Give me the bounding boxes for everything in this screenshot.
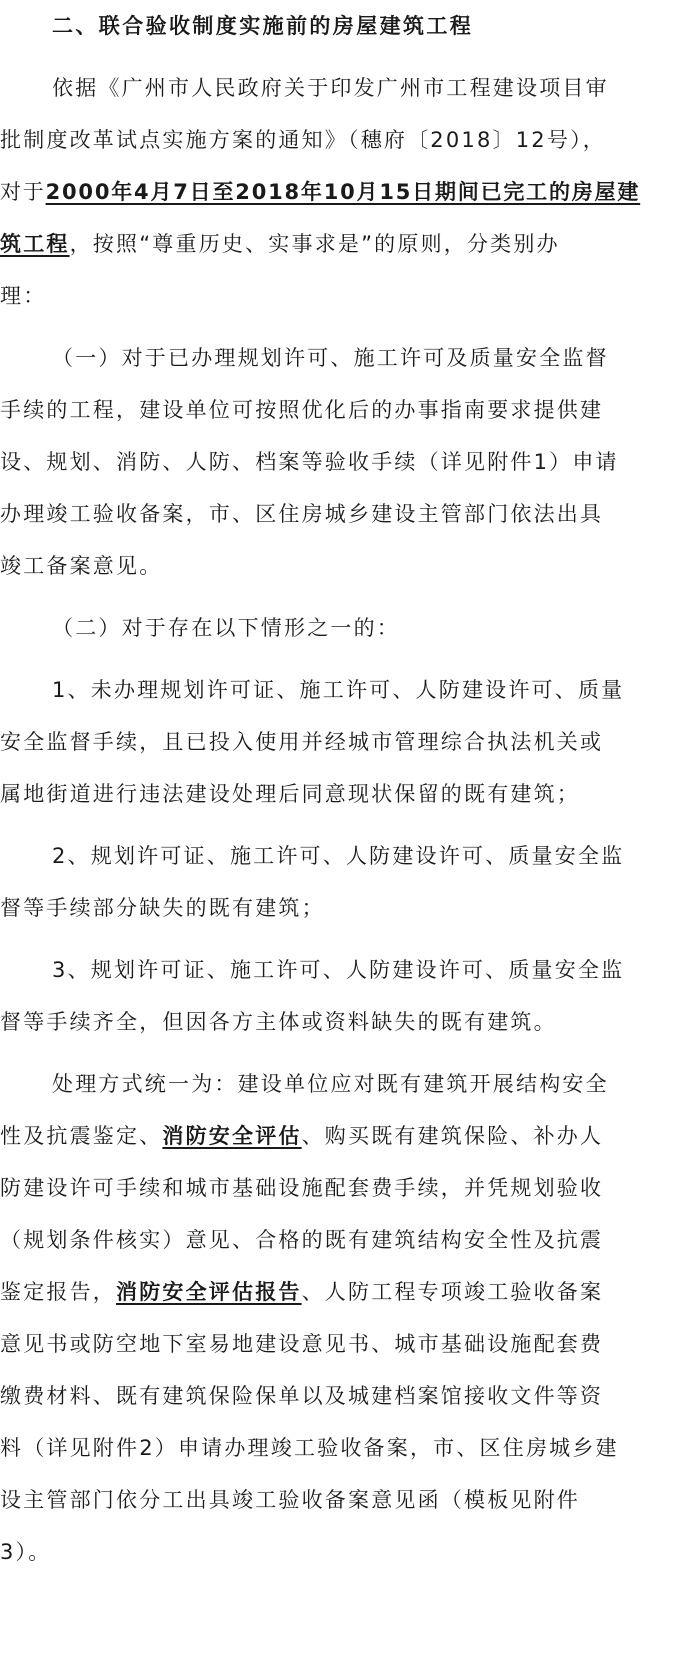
period-emphasis: 2000年4月7日至2018年10月15日期间已完工的房屋建: [45, 180, 641, 204]
para4-line5-suffix: 、人防工程专项竣工验收备案: [301, 1280, 604, 1304]
fire-safety-report-emphasis: 消防安全评估报告: [116, 1280, 302, 1304]
para1-line1: 依据《广州市人民政府关于印发广州市工程建设项目审: [52, 76, 609, 100]
para1-line2: 批制度改革试点实施方案的通知》（穗府〔2018〕12号），: [0, 128, 606, 152]
para1-line4: [0, 230, 640, 258]
para2-line3: 设、规划、消防、人防、档案等验收手续（详见附件1）申请: [0, 450, 619, 474]
para2-line1: （一）对于已办理规划许可、施工许可及质量安全监督: [52, 346, 609, 370]
para1-line4-suffix: ，按照“尊重历史、实事求是”的原则，分类别办: [69, 232, 560, 256]
para2-line4: 办理竣工验收备案，市、区住房城乡建设主管部门依法出具: [0, 502, 604, 526]
para4-line7: 缴费材料、既有建筑保险保单以及城建档案馆接收文件等资: [0, 1384, 604, 1408]
fire-safety-assessment-emphasis: 消防安全评估: [162, 1124, 302, 1148]
para3-line1: （二）对于存在以下情形之一的：: [52, 616, 400, 640]
item2-line2: 督等手续部分缺失的既有建筑；: [0, 896, 325, 920]
item1-line3: 属地街道进行违法建设处理后同意现状保留的既有建筑；: [0, 782, 580, 806]
para4-line9: 设主管部门依分工出具竣工验收备案意见函（模板见附件: [0, 1488, 580, 1512]
para4-line2-suffix: 、购买既有建筑保险、补办人: [301, 1124, 604, 1148]
section-heading: 二、联合验收制度实施前的房屋建筑工程: [52, 14, 474, 38]
para4-line4: （规划条件核实）意见、合格的既有建筑结构安全性及抗震: [0, 1228, 604, 1252]
para1-line3-prefix: 对于: [0, 180, 46, 204]
para4-line5: [0, 1278, 640, 1306]
para4-line1: 处理方式统一为：建设单位应对既有建筑开展结构安全: [52, 1072, 609, 1096]
para1-line3: [0, 178, 640, 206]
para2-line2: 手续的工程，建设单位可按照优化后的办事指南要求提供建: [0, 398, 604, 422]
para4-line3: 防建设许可手续和城市基础设施配套费手续，并凭规划验收: [0, 1176, 604, 1200]
item1-line2: 安全监督手续，且已投入使用并经城市管理综合执法机关或: [0, 730, 604, 754]
para2-line5: 竣工备案意见。: [0, 554, 163, 578]
para4-line2: [0, 1122, 640, 1150]
para4-line10: 3）。: [0, 1540, 52, 1564]
item3-line2: 督等手续齐全，但因各方主体或资料缺失的既有建筑。: [0, 1010, 557, 1034]
item2-line1: 2、规划许可证、施工许可、人防建设许可、质量安全监: [52, 844, 625, 868]
para4-line5-prefix: 鉴定报告，: [0, 1280, 116, 1304]
item1-line1: 1、未办理规划许可证、施工许可、人防建设许可、质量: [52, 678, 625, 702]
para4-line8: 料（详见附件2）申请办理竣工验收备案，市、区住房城乡建: [0, 1436, 619, 1460]
building-project-emphasis: 筑工程: [0, 232, 70, 256]
item3-line1: 3、规划许可证、施工许可、人防建设许可、质量安全监: [52, 958, 625, 982]
para4-line2-prefix: 性及抗震鉴定、: [0, 1124, 163, 1148]
para1-line5: 理：: [0, 284, 47, 308]
para4-line6: 意见书或防空地下室易地建设意见书、城市基础设施配套费: [0, 1332, 604, 1356]
